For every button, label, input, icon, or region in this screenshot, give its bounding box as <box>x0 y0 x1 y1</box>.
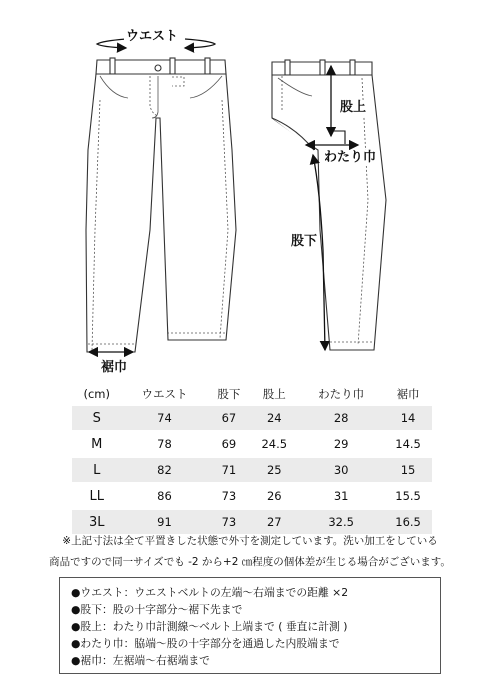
front-view-pants <box>86 58 236 352</box>
table-row <box>72 431 432 457</box>
header-rise: 股上 <box>262 386 286 401</box>
waist-cell: 78 <box>122 431 208 457</box>
definition-thigh: ●わたり巾：脇端～股の十字部分を通過した内股端まで <box>71 637 340 650</box>
waist-cell: 74 <box>122 406 208 431</box>
measurement-note <box>0 531 500 573</box>
header-hem: 裾巾 <box>396 386 420 401</box>
header-thigh: わたり巾 <box>318 386 365 401</box>
waist-cell: 82 <box>122 457 208 483</box>
thigh-cell: 28 <box>298 406 384 431</box>
hem-cell: 15.5 <box>384 483 432 509</box>
definition-hem: ●裾巾：左裾端～右裾端まで <box>71 654 210 667</box>
hem-cell: 14.5 <box>384 431 432 457</box>
inseam-cell: 67 <box>207 406 250 431</box>
table-row <box>72 457 432 483</box>
size-cell: 3L <box>72 509 122 535</box>
size-cell: L <box>72 457 122 483</box>
size-table-header <box>72 381 432 406</box>
inseam-cell: 73 <box>207 483 250 509</box>
header-unit: (cm) <box>83 386 110 401</box>
size-cell: LL <box>72 483 122 509</box>
note-line-1: ※上記寸法は全て平置きした状態で外寸を測定しています。洗い加工をしている <box>62 535 438 547</box>
inseam-cell: 71 <box>207 457 250 483</box>
rise-cell: 25 <box>250 457 298 483</box>
definitions-box <box>59 577 441 674</box>
side-view-pants <box>272 60 386 350</box>
thigh-label: わたり巾 <box>324 150 377 165</box>
thigh-cell: 32.5 <box>298 509 384 535</box>
inseam-label: 股下 <box>291 234 318 249</box>
waist-cell: 86 <box>122 483 208 509</box>
definition-waist: ●ウエスト：ウエストベルトの左端～右端までの距離 ×2 <box>71 586 349 599</box>
inseam-cell: 73 <box>207 509 250 535</box>
hem-cell: 15 <box>384 457 432 483</box>
rise-cell: 24 <box>250 406 298 431</box>
hem-cell: 14 <box>384 406 432 431</box>
size-table <box>72 381 432 536</box>
rise-cell: 26 <box>250 483 298 509</box>
thigh-cell: 29 <box>298 431 384 457</box>
header-inseam: 股下 <box>217 386 241 401</box>
definition-inseam: ●股下：股の十字部分～裾下先まで <box>71 603 243 616</box>
size-cell: S <box>72 406 122 431</box>
waist-label: ウエスト <box>126 29 179 44</box>
rise-cell: 27 <box>250 509 298 535</box>
thigh-cell: 31 <box>298 483 384 509</box>
table-row <box>72 483 432 509</box>
table-row <box>72 406 432 431</box>
thigh-cell: 30 <box>298 457 384 483</box>
definition-rise: ●股上：わたり巾計測線～ベルト上端まで ( 垂直に計測 ) <box>71 620 348 633</box>
inseam-cell: 69 <box>207 431 250 457</box>
waist-cell: 91 <box>122 509 208 535</box>
hem-label: 裾巾 <box>101 360 128 375</box>
size-cell: M <box>72 431 122 457</box>
rise-cell: 24.5 <box>250 431 298 457</box>
hem-cell: 16.5 <box>384 509 432 535</box>
rise-label: 股上 <box>340 100 367 115</box>
header-waist: ウエスト <box>141 386 188 401</box>
note-line-2: 商品ですので同一サイズでも -2 から+2 ㎝程度の個体差が生じる場合がございます。 <box>49 556 451 568</box>
